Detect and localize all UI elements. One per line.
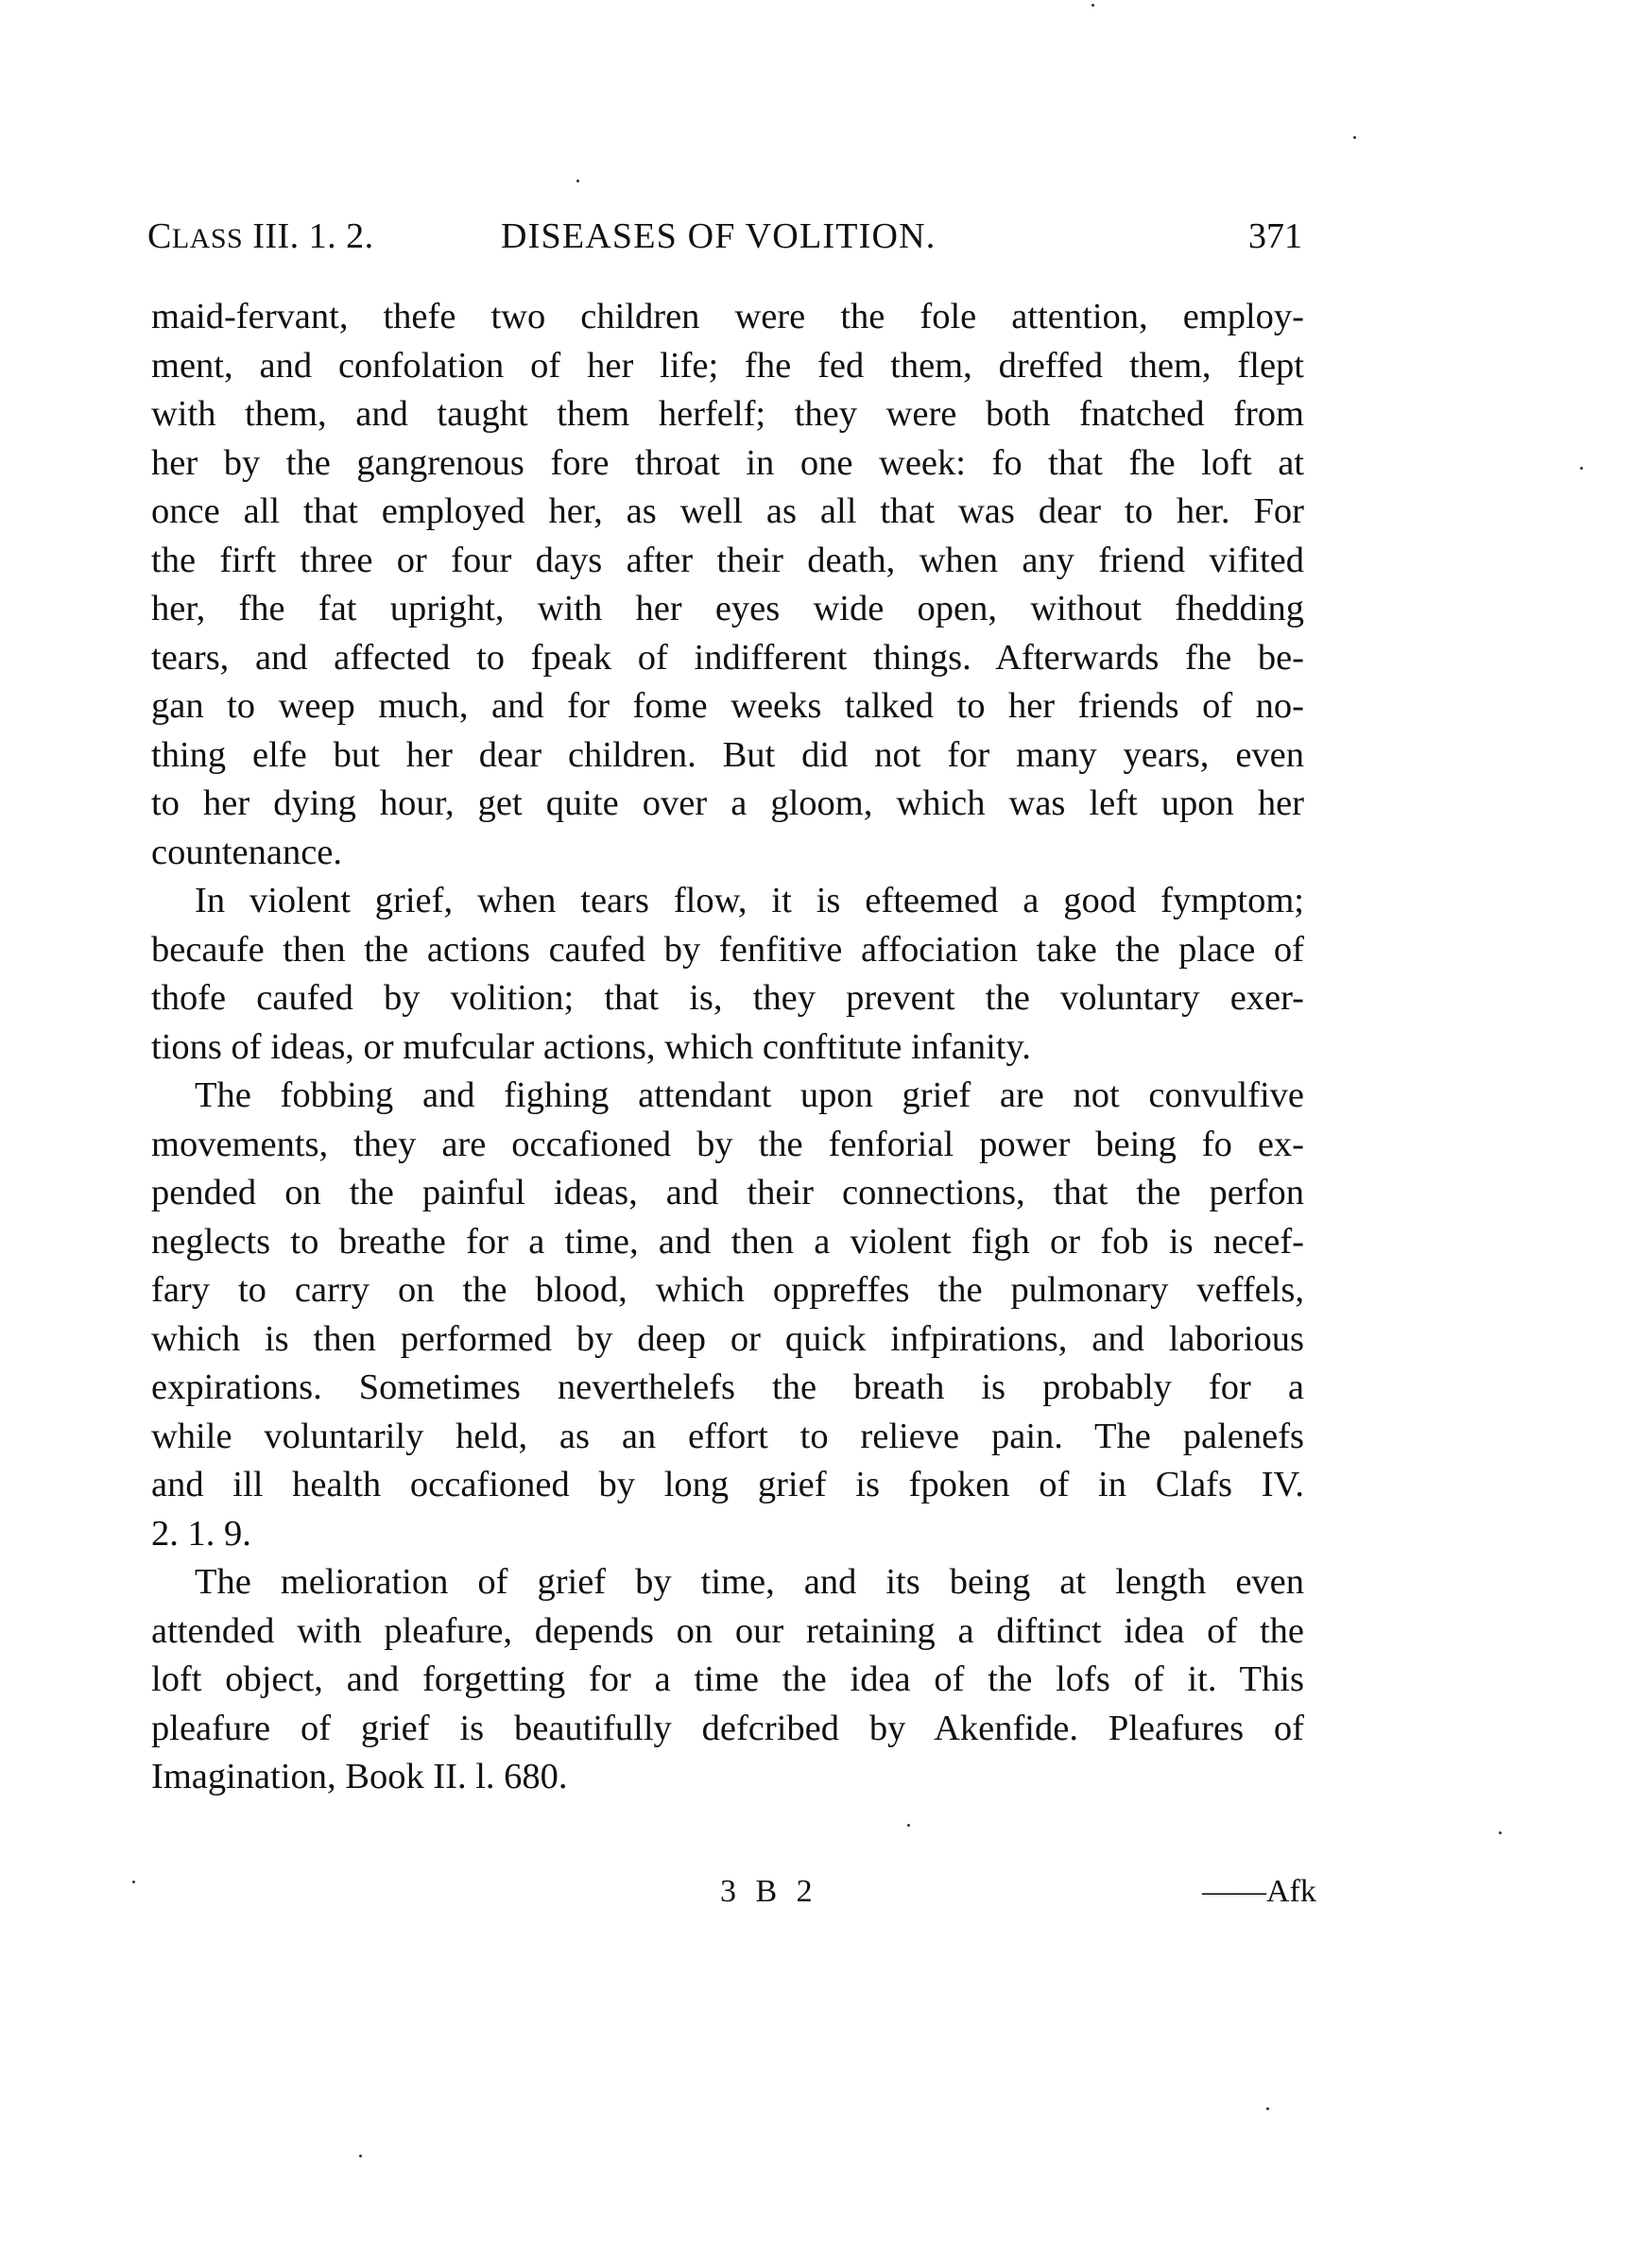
text-line: once all that employed her, as well as all that was dear to her. For [151, 491, 1304, 531]
text-line: tions of ideas, or mufcular actions, which conftitute infanity. [151, 1026, 1031, 1067]
text-line: while voluntarily held, as an effort to relieve pain. The palenefs [151, 1416, 1304, 1456]
class-label-rest: LASS [171, 223, 244, 254]
scan-speck [132, 1881, 135, 1883]
paragraph-start-line: The melioration of grief by time, and its being at length even [195, 1562, 1304, 1602]
text-line: 2. 1. 9. [151, 1513, 251, 1554]
text-line: thofe caufed by volition; that is, they prevent the voluntary exer- [151, 978, 1304, 1018]
scan-speck [1353, 136, 1356, 139]
running-head [147, 214, 1304, 259]
text-line: the firft three or four days after their death, when any friend vifited [151, 540, 1304, 580]
scan-speck [1092, 4, 1094, 7]
scan-speck [907, 1824, 910, 1827]
class-number: III. 1. 2. [252, 216, 374, 256]
scan-speck [1266, 2107, 1269, 2110]
class-reference [147, 214, 374, 262]
scan-speck [359, 2155, 362, 2157]
text-line: fary to carry on the blood, which oppreffes the pulmonary veffels, [151, 1270, 1304, 1310]
scan-speck [1499, 1831, 1502, 1834]
text-line: movements, they are occafioned by the fenforial power being fo ex- [151, 1124, 1304, 1164]
text-line: and ill health occafioned by long grief is fpoken of in Clafs IV. [151, 1465, 1304, 1504]
class-label-initial: C [147, 216, 172, 256]
text-line: to her dying hour, get quite over a gloom, which was left upon her [151, 783, 1304, 823]
text-line: becaufe then the actions caufed by fenfitive affociation take the place of [151, 929, 1304, 970]
text-line: gan to weep much, and for fome weeks talked to her friends of no- [151, 686, 1304, 726]
paragraph-start-line: In violent grief, when tears flow, it is efteemed a good fymptom; [195, 881, 1304, 920]
catchword: ——Afk [1202, 1874, 1316, 1909]
signature-mark: 3 B 2 [720, 1874, 818, 1909]
text-line: pleafure of grief is beautifully defcribed by Akenfide. Pleafures of [151, 1708, 1304, 1748]
paragraph-start-line: The fobbing and fighing attendant upon grief are not convulfive [195, 1075, 1304, 1115]
text-line: expirations. Sometimes neverthelefs the breath is probably for a [151, 1367, 1304, 1407]
text-line: ment, and confolation of her life; fhe fed them, dreffed them, flept [151, 345, 1304, 386]
text-line: with them, and taught them herfelf; they were both fnatched from [151, 394, 1304, 434]
text-line: pended on the painful ideas, and their connections, that the perfon [151, 1173, 1304, 1212]
scan-speck [1580, 467, 1583, 470]
scan-speck [576, 180, 579, 182]
text-line: countenance. [151, 832, 343, 872]
text-line: Imagination, Book II. l. 680. [151, 1757, 568, 1796]
text-line: which is then performed by deep or quick infpirations, and laborious [151, 1318, 1304, 1359]
text-line: neglects to breathe for a time, and then a violent figh or fob is necef- [151, 1221, 1304, 1262]
text-line: her, fhe fat upright, with her eyes wide open, without fhedding [151, 589, 1304, 628]
text-line: attended with pleafure, depends on our retaining a diftinct idea of the [151, 1610, 1304, 1651]
chapter-title: DISEASES OF VOLITION. [501, 216, 937, 256]
text-line: loft object, and forgetting for a time the idea of the lofs of it. This [151, 1659, 1304, 1699]
body-text [151, 293, 1304, 1802]
text-line: maid-fervant, thefe two children were the fole attention, employ- [151, 297, 1304, 336]
text-line: thing elfe but her dear children. But did not for many years, even [151, 734, 1304, 775]
text-line: tears, and affected to fpeak of indifferent things. Afterwards fhe be- [151, 637, 1304, 678]
page-number: 371 [1248, 216, 1302, 256]
text-line: her by the gangrenous fore throat in one week: fo that fhe loft at [151, 442, 1304, 483]
